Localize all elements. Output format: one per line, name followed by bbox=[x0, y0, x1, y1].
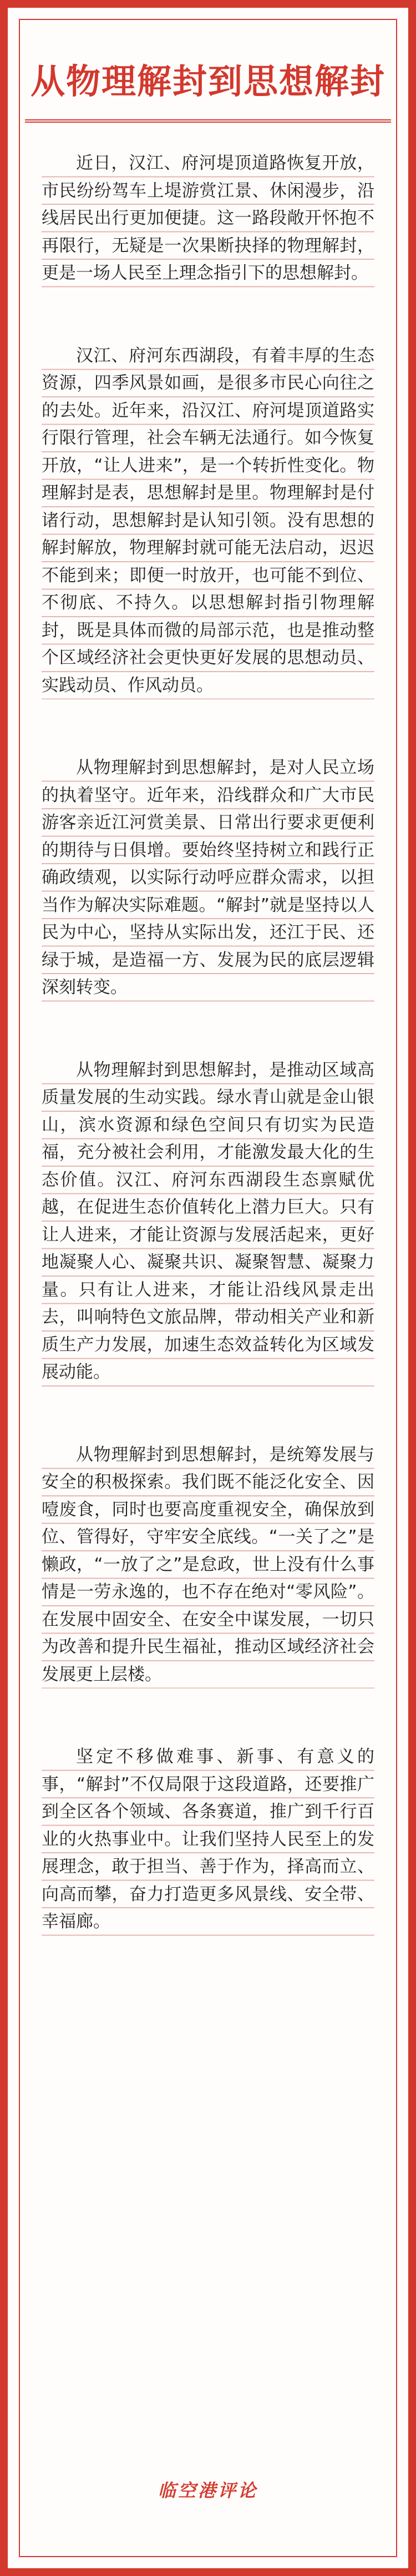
paragraph-2: 汉江、府河东西湖段，有着丰厚的生态资源，四季风景如画，是很多市民心向往之的去处。近年来，沿汉江、府河堤顶道路实行限行管理，社会车辆无法通行。如今恢复开放，“让人进来”，是一个转折性变化。物理解封是表，思想解封是里。物理解封是付诸行动，思想解封是认知引领。没有思想的解封解放，物理解封就可能无法启动，迟迟不能到来；即便一时放开，也可能不到位、不彻底、不持久。以思想解封指引物理解封，既是具体而微的局部示范，也是推动整个区域经济社会更快更好发展的思想动员、实践动员、作风动员。 bbox=[42, 342, 374, 700]
article-title: 从物理解封到思想解封 bbox=[30, 61, 385, 102]
column-signature: 临空港评论 bbox=[158, 2480, 258, 2501]
paragraph-1: 近日，汉江、府河堤顶道路恢复开放，市民纷纷驾车上堤游赏江景、休闲漫步，沿线居民出行更加便捷。这一路段敞开怀抱不再限行，无疑是一次果断抉择的物理解封，更是一场人民至上理念指引下的思想解封。 bbox=[42, 150, 374, 288]
paragraph-4: 从物理解封到思想解封，是推动区域高质量发展的生动实践。绿水青山就是金山银山，滨水资源和绿色空间只有切实为民造福，充分被社会利用，才能激发最大化的生态价值。汉江、府河东西湖段生态禀赋优越，在促进生态价值转化上潜力巨大。只有让人进来，才能让资源与发展活起来，更好地凝聚人心、凝聚共识、凝聚智慧、凝聚力量。只有让人进来，才能让沿线风景走出去，叫响特色文旅品牌，带动相关产业和新质生产力发展，加速生态效益转化为区域发展动能。 bbox=[42, 1057, 374, 1387]
paragraph-3: 从物理解封到思想解封，是对人民立场的执着坚守。近年来，沿线群众和广大市民游客亲近江河赏美景、日常出行要求更便利的期待与日俱增。要始终坚持树立和践行正确政绩观，以实际行动呼应群众需求，以担当作为解决实际难题。“解封”就是坚持以人民为中心，坚持从实际出发，还江于民、还绿于城，是造福一方、发展为民的底层逻辑深刻转变。 bbox=[42, 754, 374, 1002]
article-body bbox=[42, 150, 374, 1991]
paragraph-6: 坚定不移做难事、新事、有意义的事，“解封”不仅局限于这段道路，还要推广到全区各个领域、各条赛道，推广到千行百业的火热事业中。让我们坚持人民至上的发展理念，敢于担当、善于作为，择高而立、向高而攀，奋力打造更多风景线、安全带、幸福廊。 bbox=[42, 1743, 374, 1936]
paragraph-5: 从物理解封到思想解封，是统筹发展与安全的积极探索。我们既不能泛化安全、因噎废食，同时也要高度重视安全，确保放到位、管得好，守牢安全底线。“一关了之”是懒政，“一放了之”是怠政，世上没有什么事情是一劳永逸的，也不存在绝对“零风险”。在发展中固安全、在安全中谋发展，一切只为改善和提升民生福祉，推动区域经济社会发展更上层楼。 bbox=[42, 1441, 374, 1689]
title-divider bbox=[25, 119, 391, 123]
